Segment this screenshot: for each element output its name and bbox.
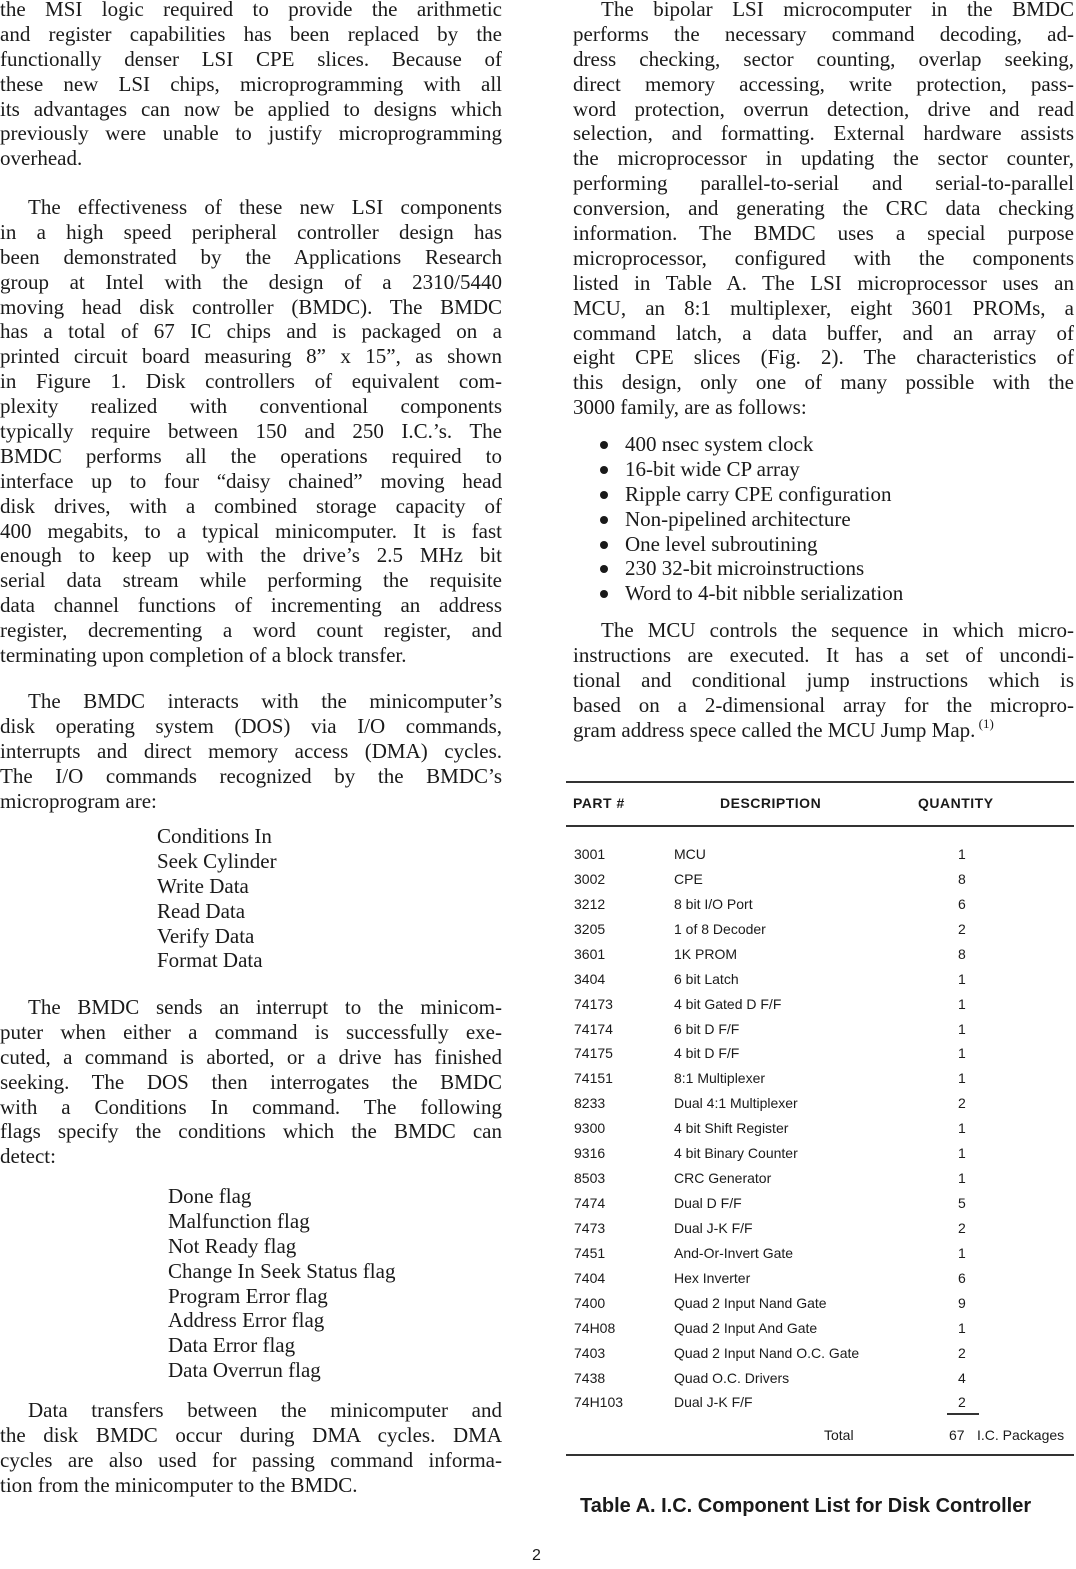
text-line: Data transfers between the minicomputer and [28,1398,502,1422]
text-line: overhead. [0,146,83,171]
part-quantity: 1 [958,1244,966,1261]
text-line: microprocessor, configured with the components [573,245,1074,270]
text-line: flags specify the conditions which the BMDC can [0,1119,502,1144]
part-number: 8503 [574,1170,606,1187]
text-line: word protection, overrun detection, drive and read [573,96,1074,121]
part-number: 74174 [574,1020,613,1037]
part-description: Hex Inverter [674,1269,751,1286]
text-line: The bipolar LSI microcomputer in the BMDC [601,0,1074,21]
part-quantity: 2 [958,1219,966,1236]
list-item: Data Error flag [168,1333,296,1358]
table-row [566,946,1074,966]
part-quantity: 2 [958,1394,966,1411]
text-line: plexity realized with conventional components [0,394,502,419]
part-quantity: 1 [958,995,966,1012]
bullet-text: Word to 4-bit nibble serialization [625,581,904,606]
text-line: this design, only one of many possible with the [573,370,1074,395]
part-number: 74175 [574,1045,613,1062]
text-line: terminating upon completion of a block transfer. [0,643,407,668]
table-row [566,1145,1074,1165]
part-quantity: 4 [958,1369,966,1386]
part-description: And-Or-Invert Gate [674,1244,794,1261]
text-line: serial data stream while performing the requisite [0,568,502,593]
table-row [566,1270,1074,1290]
text-line: MCU, an 8:1 multiplexer, eight 3601 PROMs, a [573,295,1074,320]
text-line: printed circuit board measuring 8” x 15”, as shown [0,344,502,369]
part-description: 4 bit Binary Counter [674,1145,798,1162]
part-quantity: 1 [958,1120,966,1137]
text-line: eight CPE slices (Fig. 2). The characteristics of [573,345,1074,370]
list-item: Verify Data [157,923,255,948]
text-line: register, decrementing a word count register, and [0,618,502,643]
text-line: The MCU controls the sequence in which micro- [601,618,1074,642]
text-line: interrupts and direct memory access (DMA) cycles. [0,738,502,763]
paragraph [0,995,502,1169]
table-row [566,1170,1074,1190]
component-table [566,0,1074,1569]
part-number: 9316 [574,1145,606,1162]
part-number: 3212 [574,895,606,912]
text-line: typically require between 150 and 250 I.C.’s. The [0,419,502,444]
text-line: conversion, and generating the CRC data checking [573,196,1074,221]
text-line: direct memory accessing, write protection, pass- [573,71,1074,96]
text-line: The BMDC interacts with the minicomputer’s [28,689,502,713]
total-value: 67 [949,1427,965,1443]
total-unit: I.C. Packages [977,1427,1065,1443]
text-line: its advantages can now be applied to designs which [0,96,502,121]
list-item: Write Data [157,873,249,898]
header-description: DESCRIPTION [720,795,822,811]
text-line: previously were unable to justify microprogramming [0,121,502,146]
io-command-list [157,824,277,973]
table-bottom-rule [566,1454,1074,1456]
text-line: puter when either a command is successfully exe- [0,1019,502,1044]
part-description: 4 bit Shift Register [674,1120,789,1137]
table-row [566,1370,1074,1390]
part-number: 74151 [574,1070,613,1087]
part-quantity: 2 [958,920,966,937]
text-line: gram address spece called the MCU Jump Map. $^{(1)}$ [573,715,994,742]
part-number: 7438 [574,1369,606,1386]
table-row [566,1320,1074,1340]
part-description: 8 bit I/O Port [674,895,753,912]
part-quantity: 1 [958,970,966,987]
part-description: 1 of 8 Decoder [674,920,766,937]
part-quantity: 9 [958,1294,966,1311]
part-number: 3205 [574,920,606,937]
table-row [566,1245,1074,1265]
text-line: 400 megabits, to a typical minicomputer. It is fast [0,518,502,543]
table-row [566,846,1074,866]
part-description: Dual 4:1 Multiplexer [674,1095,798,1112]
bullet-text: 16-bit wide CP array [625,456,800,481]
list-item: Read Data [157,898,246,923]
text-line: 3000 family, are as follows: [573,395,807,420]
part-description: CPE [674,870,703,887]
text-line: the MSI logic required to provide the arithmetic [0,0,502,21]
text-line: interface up to four “daisy chained” moving head [0,468,502,493]
text-line: has a total of 67 IC chips and is packaged on a [0,319,502,344]
text-line: disk operating system (DOS) via I/O commands, [0,713,502,738]
text-line: cuted, a command is aborted, or a drive has finished [0,1044,502,1069]
text-line: enough to keep up with the drive’s 2.5 MHz bit [0,543,502,568]
part-quantity: 2 [958,1095,966,1112]
text-line: The I/O commands recognized by the BMDC’s [0,763,502,788]
part-number: 8233 [574,1095,606,1112]
part-description: Dual J-K F/F [674,1219,753,1236]
header-part: PART # [573,795,625,811]
table-row [566,871,1074,891]
text-line: data channel functions of incrementing an address [0,593,502,618]
page-number: 2 [532,1547,541,1564]
part-number: 7451 [574,1244,606,1261]
list-item: Done flag [168,1184,252,1208]
part-description: MCU [674,846,706,862]
table-row [566,1295,1074,1315]
part-description: Quad O.C. Drivers [674,1369,790,1386]
table-row [566,1394,1074,1414]
text-line: functionally denser LSI CPE slices. Because of [0,46,502,71]
part-quantity: 1 [958,1020,966,1037]
text-line: instructions are executed. It has a set of uncondi- [573,642,1074,667]
text-line: selection, and formatting. External hardware assists [573,121,1074,146]
header-quantity: QUANTITY [918,795,994,811]
text-line: in Figure 1. Disk controllers of equivalent com- [0,369,502,394]
text-line: The BMDC sends an interrupt to the minicom- [28,995,502,1019]
part-number: 3002 [574,870,606,887]
text-line: command latch, a data buffer, and an array of [573,320,1074,345]
text-line: the disk BMDC occur during DMA cycles. DMA [0,1422,502,1447]
part-quantity: 1 [958,1070,966,1087]
table-row [566,1220,1074,1240]
part-description: 8:1 Multiplexer [674,1070,766,1087]
bullet-text: One level subroutining [625,531,818,556]
text-line: performing parallel-to-serial and serial-to-parallel [573,171,1074,196]
part-quantity: 6 [958,895,966,912]
part-quantity: 5 [958,1195,966,1212]
total-label: Total [824,1427,854,1443]
part-quantity: 1 [958,1319,966,1336]
part-number: 3404 [574,970,606,987]
table-row [566,1195,1074,1215]
part-description: 6 bit Latch [674,970,739,987]
table-row [566,1120,1074,1140]
table-row [566,896,1074,916]
part-number: 7403 [574,1344,606,1361]
part-description: Quad 2 Input Nand O.C. Gate [674,1344,860,1361]
part-description: CRC Generator [674,1170,772,1187]
text-line: with a Conditions In command. The following [0,1094,502,1119]
part-description: Quad 2 Input Nand Gate [674,1294,827,1311]
list-item: Format Data [157,948,263,973]
part-description: 4 bit D F/F [674,1045,740,1062]
text-line: moving head disk controller (BMDC). The BMDC [0,294,502,319]
text-line: disk drives, with a combined storage capacity of [0,493,502,518]
table-row [566,1095,1074,1115]
text-line: cycles are also used for passing command informa- [0,1447,502,1472]
table-row [566,996,1074,1016]
part-number: 74173 [574,995,613,1012]
text-line: detect: [0,1144,56,1169]
part-number: 7404 [574,1269,606,1286]
part-description: Dual J-K F/F [674,1394,753,1411]
part-number: 9300 [574,1120,606,1137]
part-number: 3001 [574,846,606,862]
part-number: 74H08 [574,1319,616,1336]
part-quantity: 1 [958,846,966,862]
text-line: the microprocessor in updating the sector counter, [573,146,1074,171]
part-quantity: 6 [958,1269,966,1286]
list-item: Seek Cylinder [157,848,277,873]
part-quantity: 1 [958,1170,966,1187]
table-row [566,1345,1074,1365]
table-row [566,1070,1074,1090]
text-line: The effectiveness of these new LSI components [28,195,502,219]
text-line: based on a 2-dimensional array for the micropro- [573,692,1074,717]
text-line: in a high speed peripheral controller design has [0,219,502,244]
table-caption: Table A. I.C. Component List for Disk Controller [580,1495,1032,1517]
text-line: performs the necessary command decoding, ad- [573,21,1074,46]
part-quantity: 1 [958,1145,966,1162]
part-quantity: 1 [958,1045,966,1062]
bullet-text: 230 32-bit microinstructions [625,556,865,581]
text-line: listed in Table A. The LSI microprocessor uses an [573,270,1074,295]
text-line: seeking. The DOS then interrogates the BMDC [0,1069,502,1094]
paragraph [0,1398,502,1498]
list-item: Program Error flag [168,1283,328,1308]
part-description: 1K PROM [674,945,738,962]
part-number: 7400 [574,1294,606,1311]
bullet-text: Non-pipelined architecture [625,506,851,531]
text-line: tional and conditional jump instructions which is [573,667,1074,692]
text-line: group at Intel with the design of a 2310/5440 [0,269,502,294]
part-quantity: 8 [958,870,966,887]
part-quantity: 8 [958,945,966,962]
text-line: been demonstrated by the Applications Research [0,244,502,269]
table-header-rule [566,825,1074,827]
list-item: Conditions In [157,824,272,848]
part-number: 74H103 [574,1394,624,1411]
list-item: Data Overrun flag [168,1358,321,1383]
bullet-text: 400 nsec system clock [625,432,814,456]
paragraph [0,689,502,813]
list-item: Malfunction flag [168,1208,310,1233]
table-row [566,921,1074,941]
text-line: dress checking, sector counting, overlap seeking, [573,46,1074,71]
list-item: Not Ready flag [168,1233,297,1258]
part-description: Dual D F/F [674,1195,742,1212]
text-line: and register capabilities has been replaced by the [0,21,502,46]
part-number: 7473 [574,1219,606,1236]
text-line: tion from the minicomputer to the BMDC. [0,1472,358,1497]
text-line: these new LSI chips, microprogramming with all [0,71,502,96]
bullet-text: Ripple carry CPE configuration [625,481,892,506]
list-item: Change In Seek Status flag [168,1258,396,1283]
text-line: BMDC performs all the operations required to [0,443,502,468]
text-line: microprogram are: [0,788,157,813]
part-description: 6 bit D F/F [674,1020,740,1037]
part-description: 4 bit Gated D F/F [674,995,782,1012]
part-quantity: 2 [958,1344,966,1361]
paragraph [0,0,502,171]
footnote-ref: (1) [975,715,994,731]
paragraph [0,195,502,668]
list-item: Address Error flag [168,1308,325,1333]
table-top-rule [566,781,1074,783]
table-row [566,971,1074,991]
condition-flag-list [168,1184,395,1383]
part-number: 7474 [574,1195,606,1212]
part-description: Quad 2 Input And Gate [674,1319,818,1336]
part-number: 3601 [574,945,606,962]
table-row [566,1045,1074,1065]
text-line: information. The BMDC uses a special purpose [573,221,1074,246]
table-row [566,1021,1074,1041]
